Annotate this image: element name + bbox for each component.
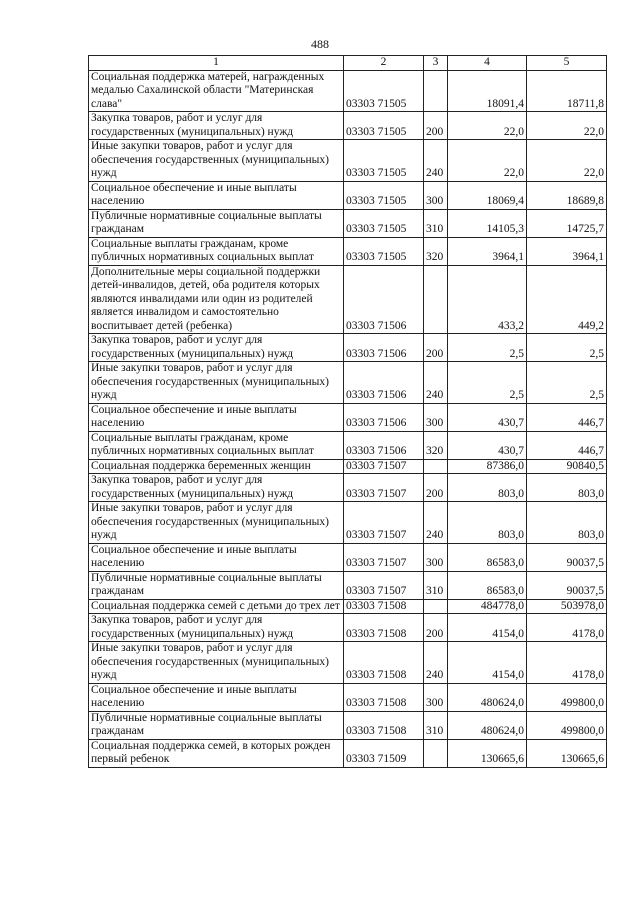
table-row [89,711,607,739]
row-name: Публичные нормативные социальные выплаты гражданам [89,571,344,599]
row-code: 03303 71505 [344,181,424,209]
row-amount-col4: 86583,0 [448,571,527,599]
row-amount-col4: 433,2 [448,265,527,334]
column-header-2: 2 [344,56,424,71]
table-body [89,70,607,767]
table-row [89,362,607,404]
column-header-3: 3 [424,56,448,71]
row-name: Иные закупки товаров, работ и услуг для обеспечения государственных (муниципальных) нужд [89,140,344,182]
budget-table [88,55,607,768]
row-amount-col5: 449,2 [527,265,607,334]
row-amount-col4: 803,0 [448,502,527,544]
row-code: 03303 71505 [344,70,424,112]
row-name: Социальная поддержка матерей, награжденных медалью Сахалинской области "Материнская слава" [89,70,344,112]
row-name: Иные закупки товаров, работ и услуг для обеспечения государственных (муниципальных) нужд [89,362,344,404]
row-expense-type: 300 [424,543,448,571]
row-amount-col5: 18711,8 [527,70,607,112]
header-row [89,56,607,71]
row-expense-type: 200 [424,474,448,502]
row-code: 03303 71507 [344,474,424,502]
row-amount-col4: 480624,0 [448,683,527,711]
row-amount-col5: 4178,0 [527,614,607,642]
row-amount-col5: 90840,5 [527,459,607,474]
row-amount-col4: 18069,4 [448,181,527,209]
row-amount-col5: 2,5 [527,334,607,362]
row-code: 03303 71508 [344,711,424,739]
row-expense-type [424,599,448,614]
row-expense-type: 200 [424,614,448,642]
table-row [89,599,607,614]
row-amount-col4: 22,0 [448,112,527,140]
row-expense-type: 320 [424,431,448,459]
row-amount-col5: 130665,6 [527,739,607,767]
table-row [89,334,607,362]
row-expense-type: 320 [424,237,448,265]
table-row [89,181,607,209]
table-row [89,459,607,474]
row-amount-col5: 4178,0 [527,642,607,684]
row-amount-col4: 480624,0 [448,711,527,739]
row-code: 03303 71507 [344,459,424,474]
table-row [89,543,607,571]
row-name: Публичные нормативные социальные выплаты гражданам [89,711,344,739]
row-expense-type [424,70,448,112]
row-expense-type: 240 [424,642,448,684]
row-expense-type: 310 [424,209,448,237]
row-name: Социальные выплаты гражданам, кроме публичных нормативных социальных выплат [89,237,344,265]
row-amount-col5: 90037,5 [527,571,607,599]
row-amount-col4: 14105,3 [448,209,527,237]
row-amount-col5: 14725,7 [527,209,607,237]
row-amount-col5: 803,0 [527,474,607,502]
row-expense-type [424,265,448,334]
row-name: Социальное обеспечение и иные выплаты населению [89,683,344,711]
row-name: Публичные нормативные социальные выплаты гражданам [89,209,344,237]
row-code: 03303 71506 [344,431,424,459]
row-code: 03303 71507 [344,502,424,544]
row-amount-col4: 484778,0 [448,599,527,614]
row-code: 03303 71505 [344,209,424,237]
row-amount-col5: 18689,8 [527,181,607,209]
row-amount-col5: 503978,0 [527,599,607,614]
row-expense-type: 310 [424,711,448,739]
row-amount-col5: 499800,0 [527,683,607,711]
row-expense-type [424,459,448,474]
column-header-5: 5 [527,56,607,71]
row-name: Социальная поддержка семей с детьми до трех лет [89,599,344,614]
table-row [89,209,607,237]
row-amount-col4: 4154,0 [448,614,527,642]
row-name: Иные закупки товаров, работ и услуг для обеспечения государственных (муниципальных) нужд [89,642,344,684]
table-row [89,683,607,711]
row-expense-type: 200 [424,112,448,140]
row-code: 03303 71508 [344,614,424,642]
row-amount-col5: 3964,1 [527,237,607,265]
row-amount-col5: 803,0 [527,502,607,544]
row-expense-type: 240 [424,502,448,544]
row-expense-type: 300 [424,403,448,431]
row-expense-type [424,739,448,767]
row-code: 03303 71506 [344,403,424,431]
table-row [89,70,607,112]
row-amount-col4: 22,0 [448,140,527,182]
page-number: 488 [311,37,329,51]
row-code: 03303 71505 [344,237,424,265]
row-amount-col4: 87386,0 [448,459,527,474]
row-expense-type: 300 [424,181,448,209]
table-row [89,642,607,684]
row-name: Закупка товаров, работ и услуг для государственных (муниципальных) нужд [89,334,344,362]
row-code: 03303 71508 [344,683,424,711]
row-amount-col5: 90037,5 [527,543,607,571]
table-row [89,237,607,265]
row-amount-col4: 430,7 [448,403,527,431]
row-amount-col5: 2,5 [527,362,607,404]
column-header-1: 1 [89,56,344,71]
row-code: 03303 71506 [344,265,424,334]
column-header-4: 4 [448,56,527,71]
table-row [89,502,607,544]
row-code: 03303 71507 [344,543,424,571]
row-expense-type: 240 [424,140,448,182]
row-amount-col5: 499800,0 [527,711,607,739]
row-amount-col5: 22,0 [527,140,607,182]
row-code: 03303 71506 [344,334,424,362]
row-code: 03303 71507 [344,571,424,599]
table-row [89,614,607,642]
row-name: Иные закупки товаров, работ и услуг для обеспечения государственных (муниципальных) нужд [89,502,344,544]
row-amount-col4: 4154,0 [448,642,527,684]
row-amount-col5: 446,7 [527,403,607,431]
table-row [89,403,607,431]
row-name: Социальная поддержка беременных женщин [89,459,344,474]
row-code: 03303 71508 [344,642,424,684]
row-amount-col4: 86583,0 [448,543,527,571]
row-code: 03303 71505 [344,112,424,140]
row-name: Социальное обеспечение и иные выплаты населению [89,543,344,571]
row-amount-col4: 803,0 [448,474,527,502]
row-amount-col4: 430,7 [448,431,527,459]
row-name: Социальное обеспечение и иные выплаты населению [89,403,344,431]
row-code: 03303 71505 [344,140,424,182]
row-amount-col5: 22,0 [527,112,607,140]
table-row [89,431,607,459]
table-row [89,739,607,767]
row-name: Закупка товаров, работ и услуг для государственных (муниципальных) нужд [89,614,344,642]
row-code: 03303 71509 [344,739,424,767]
row-amount-col4: 18091,4 [448,70,527,112]
table-row [89,474,607,502]
row-expense-type: 240 [424,362,448,404]
row-amount-col5: 446,7 [527,431,607,459]
row-expense-type: 300 [424,683,448,711]
row-expense-type: 310 [424,571,448,599]
row-amount-col4: 3964,1 [448,237,527,265]
table-row [89,571,607,599]
row-name: Социальная поддержка семей, в которых рожден первый ребенок [89,739,344,767]
row-name: Закупка товаров, работ и услуг для государственных (муниципальных) нужд [89,474,344,502]
row-amount-col4: 130665,6 [448,739,527,767]
row-name: Социальное обеспечение и иные выплаты населению [89,181,344,209]
table-row [89,140,607,182]
table-header [89,56,607,71]
row-amount-col4: 2,5 [448,362,527,404]
table-row [89,265,607,334]
row-code: 03303 71506 [344,362,424,404]
row-name: Закупка товаров, работ и услуг для государственных (муниципальных) нужд [89,112,344,140]
row-expense-type: 200 [424,334,448,362]
row-name: Дополнительные меры социальной поддержки детей-инвалидов, детей, оба родителя которых являются инвалидами или один из родителей является инвалидом и самостоятельно воспитывает детей (ребенка) [89,265,344,334]
row-name: Социальные выплаты гражданам, кроме публичных нормативных социальных выплат [89,431,344,459]
row-amount-col4: 2,5 [448,334,527,362]
table-row [89,112,607,140]
row-code: 03303 71508 [344,599,424,614]
